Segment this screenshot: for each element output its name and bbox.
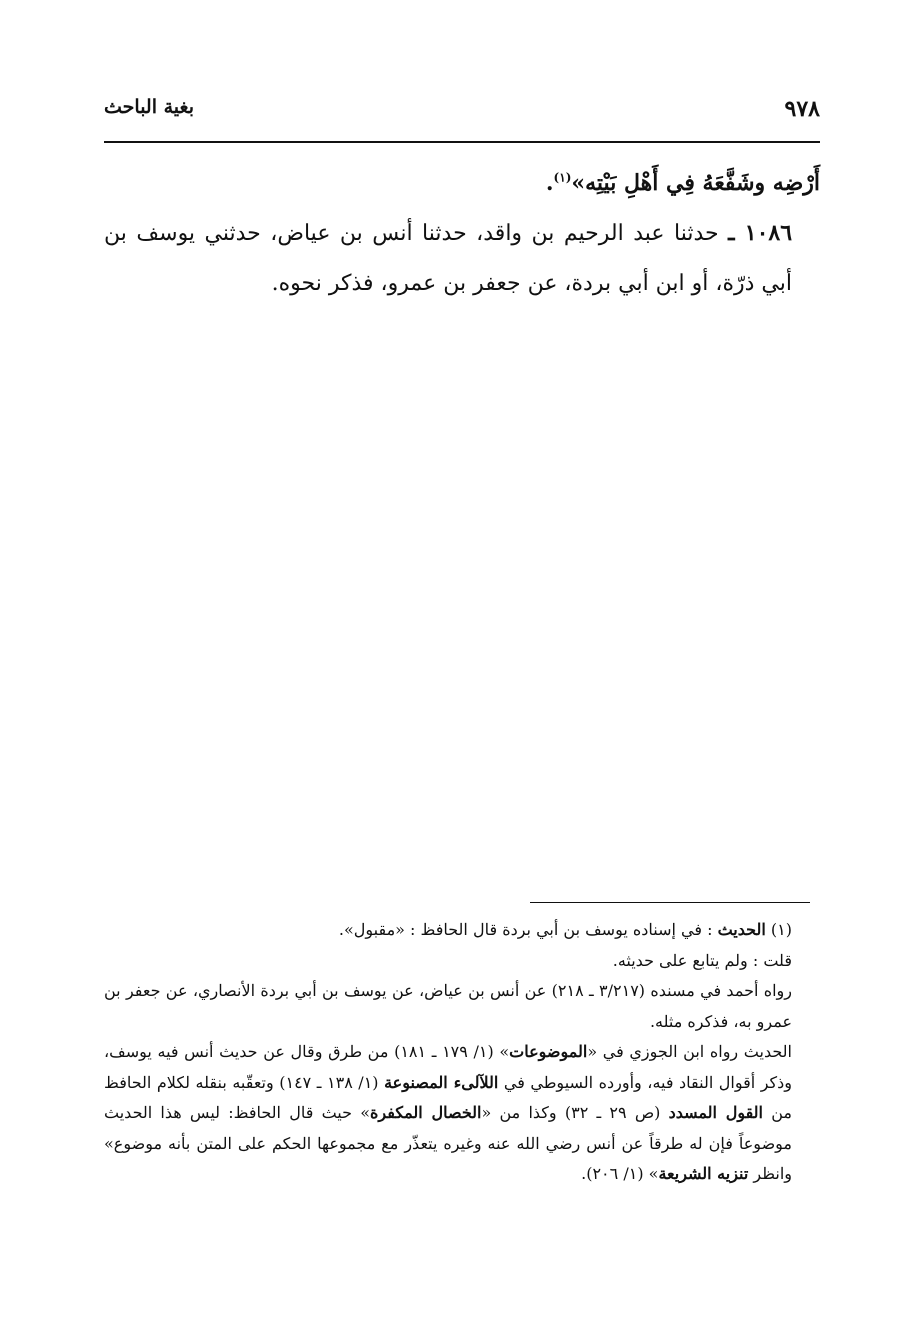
footnote-paragraph-3: [104, 1037, 820, 1190]
footnotes: [104, 915, 820, 1190]
book-title-tanzih: تنزيه الشريعة: [658, 1164, 749, 1183]
footnote-rule: [530, 902, 810, 903]
book-title-laali: اللآلىء المصنوعة: [384, 1072, 499, 1092]
footnote-marker: (١): [770, 920, 792, 939]
footnote-p3-c: (١/ ١٣٨ ـ ١٤٧) وتعقّبه بنقله لكلام الحافظ من: [104, 1072, 792, 1122]
continuation-text: أَرْضِه وشَفَّعَهُ فِي أَهْلِ بَيْتِه»: [571, 170, 820, 196]
page-number: ٩٧٨: [784, 96, 820, 122]
footnote-ref: (١): [553, 170, 572, 185]
book-title-khisal: الخصال المكفرة: [370, 1103, 482, 1122]
footnote-qult: قلت : ولم يتابع على حديثه.: [612, 950, 792, 970]
book-title-qawl: القول المسدد: [668, 1103, 763, 1122]
footnote-text: : في إسناده يوسف بن أبي بردة قال الحافظ : «مقبول».: [338, 920, 713, 939]
footnote-p3-e: » حيث قال الحافظ: ليس هذا الحديث موضوعاً فإن له طرقاً عن أنس رضي الله عنه وغيره يتعذّر مع مجموعها الحكم على المتن بأنه موضوع» وانظر: [104, 1103, 792, 1183]
page-header: [104, 96, 820, 128]
continuation-end: .: [545, 170, 554, 196]
footnote-label: الحديث: [717, 920, 766, 939]
footnote-rawah: رواه أحمد في مسنده (٣/٢١٧ ـ ٢١٨) عن أنس بن عياض، عن يوسف بن أبي بردة الأنصاري، عن جعفر بن عمرو به، فذكره مثله.: [104, 981, 793, 1031]
continuation-line: [104, 158, 820, 208]
hadith-paragraph: [104, 208, 820, 309]
footnote-p3-d: (ص ٢٩ ـ ٣٢) وكذا من «: [481, 1103, 669, 1122]
hadith-number: ١٠٨٦ ـ: [728, 220, 793, 246]
footnote-p3-b: » (١/ ١٧٩ ـ ١٨١) من طرق وقال عن حديث أنس فيه يوسف، وذكر أقوال النقاد فيه، وأورده السيوطي في: [104, 1042, 793, 1092]
footnote-p3-a: الحديث رواه ابن الجوزي في «: [587, 1042, 792, 1061]
footnote-1: [104, 915, 820, 946]
main-text: [104, 158, 820, 309]
running-title: بغية الباحث: [104, 96, 194, 118]
hadith-text: حدثنا عبد الرحيم بن واقد، حدثنا أنس بن عياض، حدثني يوسف بن أبي ذرّة، أو ابن أبي بردة، عن جعفر بن عمرو، فذكر نحوه.: [104, 221, 792, 296]
header-rule: [104, 141, 820, 143]
footnote-p3-f: » (١/ ٢٠٦).: [581, 1164, 659, 1183]
book-title-mawduat: الموضوعات: [509, 1042, 588, 1061]
